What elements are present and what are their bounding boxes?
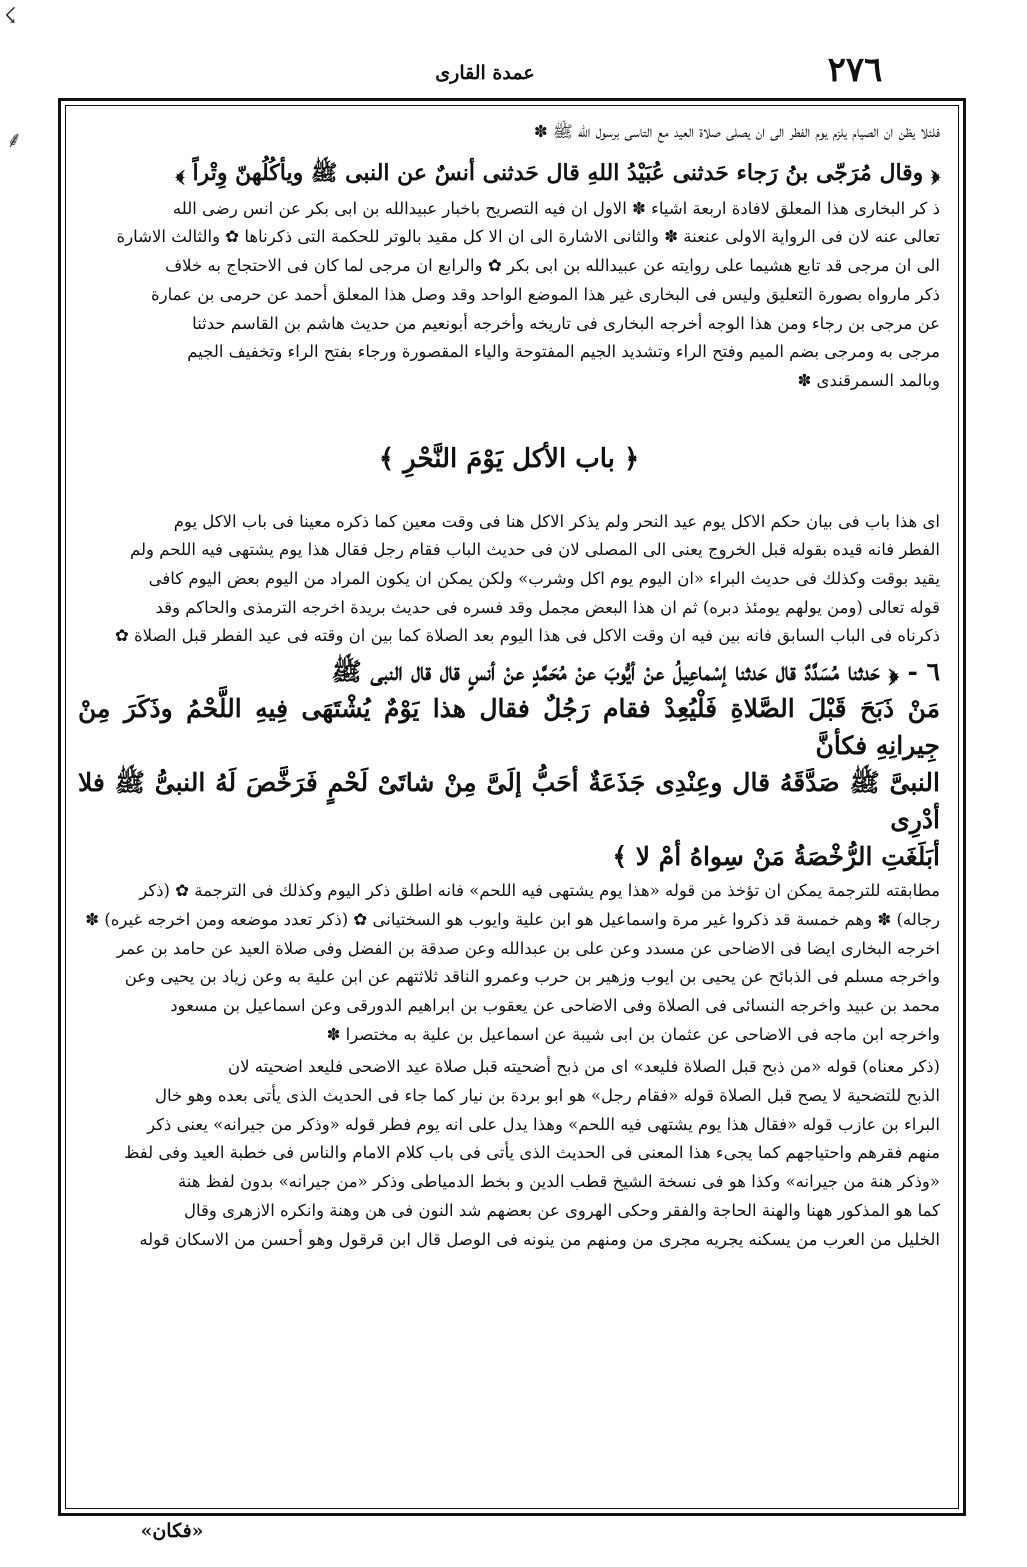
text-line: تعالى عنه لان فى الرواية الاولى عنعنة ✽ والثانى الاشارة الى ان الا كل مقيد بالوتر للحكمة التى ذكرناها ✿ والثالث الاشارة <box>116 227 940 247</box>
text-line: يقيد بوقت وكذلك فى حديث البراء «ان اليوم يوم اكل وشرب» ولكن يمكن ان يكون المراد من اليوم بعض اليوم كافى <box>148 569 940 589</box>
text-line: مرجى به ومرجى بضم الميم وفتح الراء وتشديد الجيم المفتوحة والياء المقصورة ورجاء بفتح الراء وتخفيف الجيم <box>187 342 940 362</box>
text-line: عن مرجى بن رجاء ومن هذا الوجه أخرجه البخارى فى تاريخه وأخرجه أبونعيم من حديث هاشم بن القاسم حدثنا <box>192 313 940 333</box>
text-line: كما هو المذكور ههنا والهنة الحاجة والفقر وحكى الهروى عن بعضهم شد النون فى هن وهنة وانكره الازهرى وقال <box>183 1200 940 1220</box>
text-line: واخرجه مسلم فى الذبائح عن يحيى بن ايوب وزهير بن حرب وعمرو الناقد ثلاثتهم عن ابن علية به وعن زياد بن يحيى وعن <box>124 967 940 987</box>
text-line: ذكرناه فى الباب السابق فانه بين فيه ان وقت الاكل فى هذا اليوم بعد الصلاة كما بين ان وقته فى عيد الفطر قبل الصلاة ✿ <box>114 626 940 646</box>
text-line: «وذكر هنة من جيرانه» وكذا هو فى نسخة الشيخ قطب الدين و بخط الدمياطى وذكر «من جيرانه» بدون لفظ هنة <box>177 1172 940 1192</box>
page-number: ٢٧٦ <box>827 50 883 90</box>
text-line: مطابقته للترجمة يمكن ان تؤخذ من قوله «هذا يوم يشتهى فيه اللحم» فانه اطلق ذكر اليوم وكذلك فى الترجمة ✿ (ذكر <box>139 881 940 901</box>
text-line: ذكر مارواه بصورة التعليق وليس فى البخارى غير هذا الموضع الواحد وقد وصل هذا المعلق أحمد عن حرمى بن عمارة <box>150 284 940 304</box>
text-line: اخرجه البخارى ايضا فى الاضاحى عن مسدد وعن على بن عبدالله وعن صدقة بن الفضل وفى صلاة العيد عن حامد بن عمر <box>116 938 940 958</box>
hadith-line: ٦ - ﴿ حَدثنا مُسَدَّدٌ قال حَدثنا إسْماعِيلُ عنْ أيُّوبَ عنْ مُحَمَّدٍ عنْ أنسٍ قال قال النبى ﷺ <box>331 657 940 687</box>
hadith-line: أبَلَغَتِ الرُّخْصَةُ مَنْ سِواهُ أمْ لا ﴾ <box>612 842 940 872</box>
text-line: اى هذا باب فى بيان حكم الاكل يوم عيد النحر ولم يذكر الاكل هنا فى وقت معين كما ذكره معينا فى باب الاكل يوم <box>173 511 940 531</box>
text-line: ذ كر البخارى هذا المعلق لافادة اربعة اشياء ✽ الاول ان فيه التصريح باخبار عبيدالله بن ابى بكر عن انس رضى الله <box>172 198 940 218</box>
text-line: منهم فقرهم واحتياجهم كما يجىء هذا المعنى فى الحديث الذى يأتى فى باب كلام الامام والناس فى خطبة العيد وفى لفظ <box>124 1143 940 1163</box>
text-line: الفطر فانه قيده بقوله قبل الخروج يعنى الى المصلى لان فى حديث الباب فقام رجل فقال هذا يوم يشتهى فيه اللحم ولم <box>130 540 940 560</box>
margin-mark: ☇ <box>4 4 17 29</box>
main-text <box>78 118 940 1254</box>
hadith-muallaq: ﴿ وقال مُرَجّى بنُ رَجاء حَدثنى عُبَيْدُ اللهِ قال حَدثنى أنسٌ عن النبى ﷺ ويأكُلُهنّ وِتْراً ﴾ <box>175 159 940 186</box>
hadith-line: مَنْ ذَبَحَ قَبْلَ الصَّلاةِ فَلْيُعِدْ فقام رَجُلٌ فقال هذا يَوْمٌ يُشْتَهَى فِيهِ اللَّحْمُ وذَكَرَ مِنْ جِيرانِهِ فكأنَّ <box>78 694 940 761</box>
commentary-block-4 <box>78 1053 940 1254</box>
text-line: الخليل من العرب من يسكنه يجريه مجرى من ومنهم من ينونه فى الوصل قال ابن قرقول وهو أحسن من الاسكان قوله <box>139 1229 940 1249</box>
commentary-block-3 <box>78 877 940 1049</box>
text-line: قوله تعالى (ومن يولهم يومئذ دبره) ثم ان هذا البعض مجمل وقد فسره فى حديث بريدة اخرجه الترمذى والحاكم وقد <box>155 597 940 617</box>
hadith-main <box>78 653 940 875</box>
text-line: رجاله) ✽ وهم خمسة قد ذكروا غير مرة واسماعيل هو ابن علية وايوب هو السختيانى ✿ (ذكر تعدد موضعه ومن اخرجه غيره) ✽ <box>85 909 940 929</box>
intro-line: فلئلا يظن ان الصيام يلزم يوم الفطر الى ان يصلى صلاة العيد مع التاسى برسول الله ﷺ ✽ <box>533 122 940 141</box>
text-line: الى ان مرجى قد تابع هشيما على روايته عن عبيدالله بن ابى بكر ✿ والرابع ان مرجى لما كان فى الاحتجاج به خلاف <box>165 256 940 276</box>
text-line: (ذكر معناه) قوله «من ذبح قبل الصلاة فليعد» اى من ذبح أضحيته قبل صلاة عيد الاضحى فليعد اضحيته لان <box>227 1057 940 1077</box>
commentary-block-1 <box>78 195 940 396</box>
catchword: «فكان» <box>140 1520 204 1542</box>
commentary-block-2 <box>78 508 940 652</box>
text-line: الذبح للتضحية لا يصح قبل الصلاة قوله «فقام رجل» هو ابو بردة بن نيار كما جاء فى الحديث الذى يأتى بعده وهو خال <box>154 1086 940 1106</box>
text-line: واخرجه ابن ماجه فى الاضاحى عن عثمان بن ابى شيبة عن اسماعيل بن علية به مختصرا ✽ <box>326 1024 940 1044</box>
running-title: عمدة القارى <box>435 62 535 84</box>
chapter-title: ﴿ باب الأكل يَوْمَ النَّحْرِ ﴾ <box>378 443 640 474</box>
text-line: البراء بن عازب قوله «فقال هذا يوم يشتهى فيه اللحم» وهذا يدل على انه يوم فطر قوله «وذكر من جيرانه» يعنى ذكر <box>147 1114 940 1134</box>
hadith-line: النبىَّ ﷺ صَدَّقَهُ قال وعِنْدِى جَذَعَةٌ أحَبُّ إلَىَّ مِنْ شاتَىْ لَحْمٍ فَرَخَّصَ لَهُ النبىُّ ﷺ فلا أدْرِى <box>78 768 940 835</box>
text-line: محمد بن عبيد واخرجه النسائى فى الصلاة وفى الاضاحى عن يعقوب بن ابراهيم الدورقى وعن اسماعيل بن مسعود <box>170 995 940 1015</box>
text-line: وبالمد السمرقندى ✽ <box>797 370 940 390</box>
margin-mark: ⸙ <box>6 128 23 153</box>
